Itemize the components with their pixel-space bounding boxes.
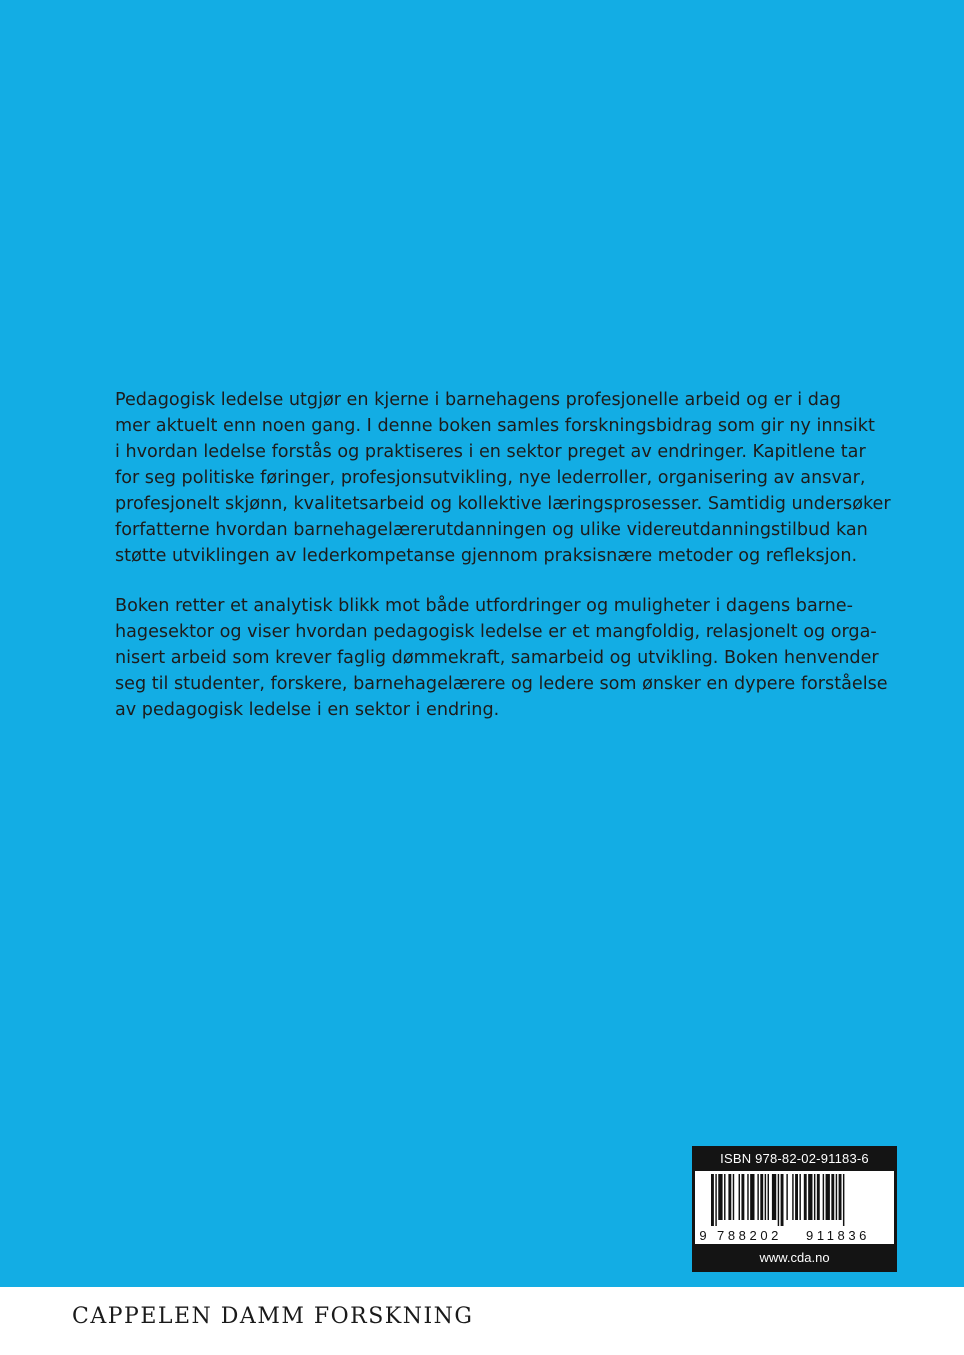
barcode-bar <box>778 1174 779 1226</box>
barcode-area <box>695 1171 894 1244</box>
barcode-bar <box>804 1174 807 1220</box>
barcode-bar <box>781 1174 784 1226</box>
barcode-bar <box>817 1174 820 1220</box>
barcode-digit-first: 9 <box>699 1228 707 1243</box>
barcode-bar <box>768 1174 769 1220</box>
barcode-bar <box>747 1174 748 1220</box>
barcode-bar <box>795 1174 798 1220</box>
barcode-icon <box>711 1174 881 1226</box>
isbn-barcode-block <box>692 1146 897 1272</box>
barcode-bar <box>792 1174 793 1220</box>
blurb-paragraph-1: Pedagogisk ledelse utgjør en kjerne i barnehagens profesjonelle arbeid og er i dag mer aktuelt enn noen gang. I denne boken samles forskningsbidrag som gir ny innsikt i hvordan ledelse forstås og praktiseres i en sektor preget av endringer. Kapitlene tar for seg politiske føringer, profesjonsutvikling, nye lederroller, organisering av ansvar, profesjonelt skjønn, kvalitetsarbeid og kollektive læringsprosesser. Samtidig undersøker forfatterne hvordan barnehagelærerutdanningen og ulike videreutdanningstilbud kan støtte utviklingen av lederkompetanse gjennom praksisnære metoder og refleksjon. <box>115 390 891 566</box>
barcode-bar <box>839 1174 842 1220</box>
barcode-bar <box>757 1174 758 1220</box>
barcode-bar <box>831 1174 834 1220</box>
barcode-bar <box>765 1174 766 1220</box>
barcode-bar <box>724 1174 725 1220</box>
blurb-text <box>115 387 905 747</box>
barcode-bar <box>808 1174 812 1220</box>
barcode-bar <box>741 1174 744 1220</box>
barcode-bar <box>711 1174 714 1226</box>
barcode-digit-group-2: 911836 <box>806 1228 871 1243</box>
barcode-bar <box>823 1174 824 1220</box>
barcode-bar <box>739 1174 740 1220</box>
barcode-digit-group-1: 788202 <box>717 1228 782 1243</box>
publisher-logo: CAPPELEN DAMM FORSKNING <box>72 1304 474 1329</box>
barcode-bar <box>814 1174 815 1220</box>
publisher-website: www.cda.no <box>759 1250 830 1265</box>
barcode-bar <box>799 1174 800 1220</box>
barcode-bar <box>750 1174 754 1220</box>
barcode-bar <box>836 1174 837 1220</box>
isbn-label: ISBN 978-82-02-91183-6 <box>720 1151 869 1166</box>
barcode-bar <box>733 1174 734 1220</box>
barcode-digits <box>695 1228 894 1243</box>
barcode-bar <box>843 1174 844 1226</box>
barcode-bar <box>772 1174 776 1220</box>
barcode-bar <box>715 1174 716 1226</box>
barcode-bar <box>728 1174 731 1220</box>
barcode-bar <box>718 1174 722 1220</box>
barcode-bar <box>760 1174 763 1220</box>
barcode-bar <box>786 1174 787 1220</box>
blurb-paragraph-2: Boken retter et analytisk blikk mot både utfordringer og muligheter i dagens barne- hagesektor og viser hvordan pedagogisk ledelse er et mangfoldig, relasjonelt og orga- nisert arbeid som krever faglig dømmekraft, samarbeid og utvikling. Boken henvender seg til studenter, forskere, barnehagelærere og ledere som ønsker en dypere forståelse av pedagogisk ledelse i en sektor i endring. <box>115 596 888 720</box>
barcode-bar <box>826 1174 830 1220</box>
